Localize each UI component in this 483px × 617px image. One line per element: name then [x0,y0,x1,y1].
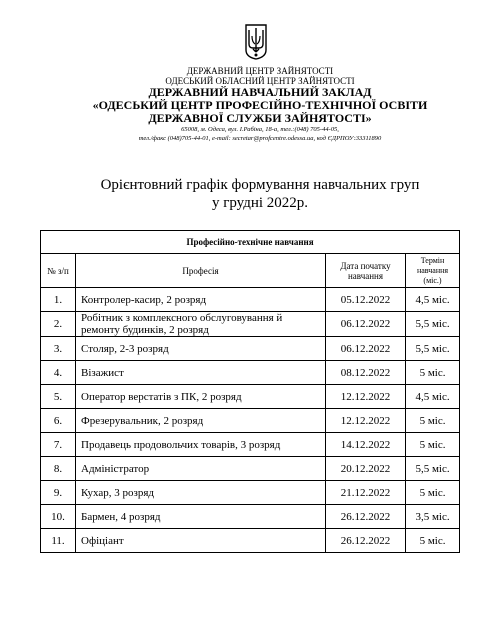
table-body [41,288,460,553]
row-duration: 5,5 міс. [406,457,460,481]
coat-of-arms-trident-icon [245,24,267,60]
letterhead [40,66,480,143]
row-duration: 5 міс. [406,361,460,385]
row-profession: Фрезерувальник, 2 розряд [76,409,326,433]
table-row [41,457,460,481]
header-address-1: 65008, м. Одеса, вул. І.Рабіна, 18-а, тел.:(048) 705-44-05, [181,126,339,133]
column-header-start-date: Дата початку навчання [326,254,406,288]
row-profession: Офіціант [76,529,326,553]
title-line-1: Орієнтовний графік формування навчальних груп [100,177,420,193]
row-number: 7. [41,433,76,457]
row-duration: 5,5 міс. [406,312,460,337]
schedule-table [40,230,460,553]
row-profession: Робітник з комплексного обслуговування й ремонту будинків, 2 розряд [76,312,326,337]
row-number: 9. [41,481,76,505]
row-number: 5. [41,385,76,409]
row-number: 4. [41,361,76,385]
row-profession: Столяр, 2-3 розряд [76,337,326,361]
row-duration: 4,5 міс. [406,288,460,312]
row-number: 6. [41,409,76,433]
row-profession: Адміністратор [76,457,326,481]
row-profession: Продавець продовольчих товарів, 3 розряд [76,433,326,457]
row-start-date: 14.12.2022 [326,433,406,457]
header-line-4: «ОДЕСЬКИЙ ЦЕНТР ПРОФЕСІЙНО-ТЕХНІЧНОЇ ОСВІТИ [92,98,428,112]
row-number: 8. [41,457,76,481]
row-profession: Візажист [76,361,326,385]
row-number: 1. [41,288,76,312]
column-header-profession: Професія [76,254,326,288]
table-row [41,505,460,529]
table-row [41,481,460,505]
column-header-number: № з/п [41,254,76,288]
row-start-date: 08.12.2022 [326,361,406,385]
document-title [40,176,480,212]
row-duration: 5 міс. [406,529,460,553]
row-start-date: 26.12.2022 [326,529,406,553]
table-row [41,385,460,409]
row-duration: 3,5 міс. [406,505,460,529]
header-line-2: ОДЕСЬКИЙ ОБЛАСНИЙ ЦЕНТР ЗАЙНЯТОСТІ [165,76,355,86]
title-line-2: у грудні 2022р. [211,195,309,211]
row-number: 11. [41,529,76,553]
table-row [41,312,460,337]
row-profession: Оператор верстатів з ПК, 2 розряд [76,385,326,409]
row-start-date: 06.12.2022 [326,337,406,361]
row-profession: Контролер-касир, 2 розряд [76,288,326,312]
table-row [41,529,460,553]
row-number: 2. [41,312,76,337]
header-line-1: ДЕРЖАВНИЙ ЦЕНТР ЗАЙНЯТОСТІ [186,66,334,76]
row-duration: 4,5 міс. [406,385,460,409]
table-row [41,433,460,457]
row-duration: 5 міс. [406,433,460,457]
row-number: 10. [41,505,76,529]
row-number: 3. [41,337,76,361]
table-row [41,361,460,385]
header-address-2: тел./факс (048)705-44-01, e-mail: secretar@profcentre.odessa.ua, код ЄДРПОУ:33311890 [138,135,382,142]
row-start-date: 20.12.2022 [326,457,406,481]
header-line-5: ДЕРЖАВНОЇ СЛУЖБИ ЗАЙНЯТОСТІ» [148,111,372,125]
row-start-date: 12.12.2022 [326,385,406,409]
row-start-date: 21.12.2022 [326,481,406,505]
table-row [41,337,460,361]
row-duration: 5 міс. [406,409,460,433]
column-header-duration: Термін навчання (міс.) [406,254,460,288]
header-line-3: ДЕРЖАВНИЙ НАВЧАЛЬНИЙ ЗАКЛАД [148,85,372,99]
row-profession: Кухар, 3 розряд [76,481,326,505]
row-start-date: 05.12.2022 [326,288,406,312]
row-start-date: 06.12.2022 [326,312,406,337]
table-row [41,409,460,433]
row-profession: Бармен, 4 розряд [76,505,326,529]
table-row [41,288,460,312]
row-duration: 5 міс. [406,481,460,505]
row-start-date: 12.12.2022 [326,409,406,433]
row-duration: 5,5 міс. [406,337,460,361]
section-title: Професійно-технічне навчання [41,231,460,254]
row-start-date: 26.12.2022 [326,505,406,529]
